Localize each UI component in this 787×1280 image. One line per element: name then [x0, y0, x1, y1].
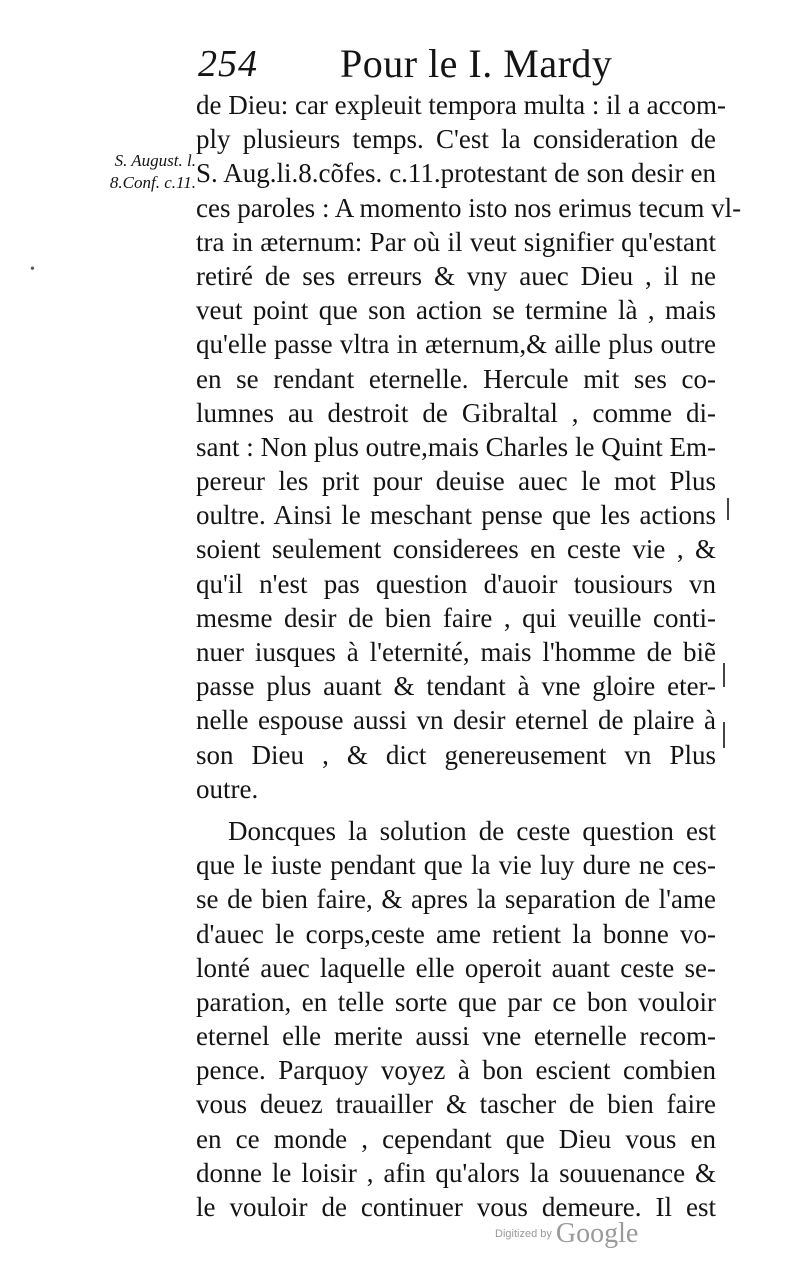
text-line: donne le loisir , afin qu'alors la souuenance &: [196, 1157, 716, 1188]
text-line: soient seulement considerees en ceste vie , &: [196, 534, 716, 565]
margin-note-line: S. August. l.: [114, 151, 196, 170]
text-line: outre.: [196, 773, 259, 804]
text-line: nelle espouse aussi vn desir eternel de plaire à: [196, 705, 716, 736]
text-line: en ce monde , cependant que Dieu vous en: [196, 1123, 716, 1154]
text-line: de Dieu: car expleuit tempora multa : il a accom-: [196, 90, 727, 120]
text-line: eternel elle merite aussi vne eternelle recom-: [196, 1021, 716, 1052]
text-line: lumnes au destroit de Gibraltal , comme di-: [196, 397, 716, 428]
text-line: oultre. Ainsi le meschant pense que les actions: [196, 500, 716, 531]
margin-note: [80, 150, 196, 194]
text-line: retiré de ses erreurs & vny auec Dieu , il ne: [196, 260, 716, 291]
text-line: son Dieu , & dict genereusement vn Plus: [196, 739, 716, 770]
text-line: mesme desir de bien faire , qui veuille conti-: [196, 602, 716, 633]
text-line: S. Aug.li.8.cõfes. c.11.protestant de son desir en: [196, 158, 716, 189]
text-line: vous deuez trauailler & tascher de bien faire: [196, 1089, 716, 1120]
text-line: passe plus auant & tendant à vne gloire eter-: [196, 671, 716, 702]
text-line: en se rendant eternelle. Hercule mit ses co-: [196, 363, 716, 394]
text-line: pence. Parquoy voyez à bon escient combien: [196, 1055, 716, 1086]
text-line: que le iuste pendant que la vie luy dure ne ces-: [196, 850, 716, 881]
margin-tick: [723, 663, 725, 687]
text-line: sant : Non plus outre,mais Charles le Quint Em-: [196, 431, 716, 462]
text-line: qu'elle passe vltra in æternum,& aille plus outre: [196, 329, 716, 360]
text-line: veut point que son action se termine là , mais: [196, 295, 716, 326]
text-line: ces paroles : A momento isto nos erimus tecum vl-: [196, 192, 742, 223]
text-line: le vouloir de continuer vous demeure. Il est: [196, 1192, 716, 1222]
text-line: lonté auec laquelle elle operoit auant ceste se-: [196, 952, 716, 983]
paragraph-start-line: Doncques la solution de ceste question est: [228, 815, 716, 846]
margin-note-line: 8.Conf. c.11.: [109, 173, 196, 192]
text-line: nuer iusques à l'eternité, mais l'homme de biẽ: [196, 637, 716, 667]
text-line: paration, en telle sorte que par ce bon vouloir: [196, 986, 716, 1017]
text-line: ply plusieurs temps. C'est la consideration de: [196, 124, 716, 155]
running-title: Pour le I. Mardy: [340, 41, 613, 86]
page-header: [198, 40, 718, 90]
page-number: 254: [198, 43, 258, 85]
digitized-watermark: [495, 1218, 665, 1252]
margin-tick: [723, 722, 725, 748]
text-line: qu'il n'est pas question d'auoir tousiours vn: [196, 568, 716, 599]
watermark-prefix: Digitized by: [495, 1228, 552, 1240]
google-logo: Google: [555, 1218, 639, 1249]
stray-mark: •: [30, 262, 35, 277]
text-line: d'auec le corps,ceste ame retient la bonne vo-: [196, 918, 716, 949]
text-line: tra in æternum: Par où il veut signifier qu'estant: [196, 226, 716, 257]
text-line: se de bien faire, & apres la separation de l'ame: [196, 884, 716, 915]
body-text: [196, 88, 742, 1224]
text-line: pereur les prit pour deuise auec le mot Plus: [196, 466, 716, 497]
margin-tick: [727, 498, 729, 520]
